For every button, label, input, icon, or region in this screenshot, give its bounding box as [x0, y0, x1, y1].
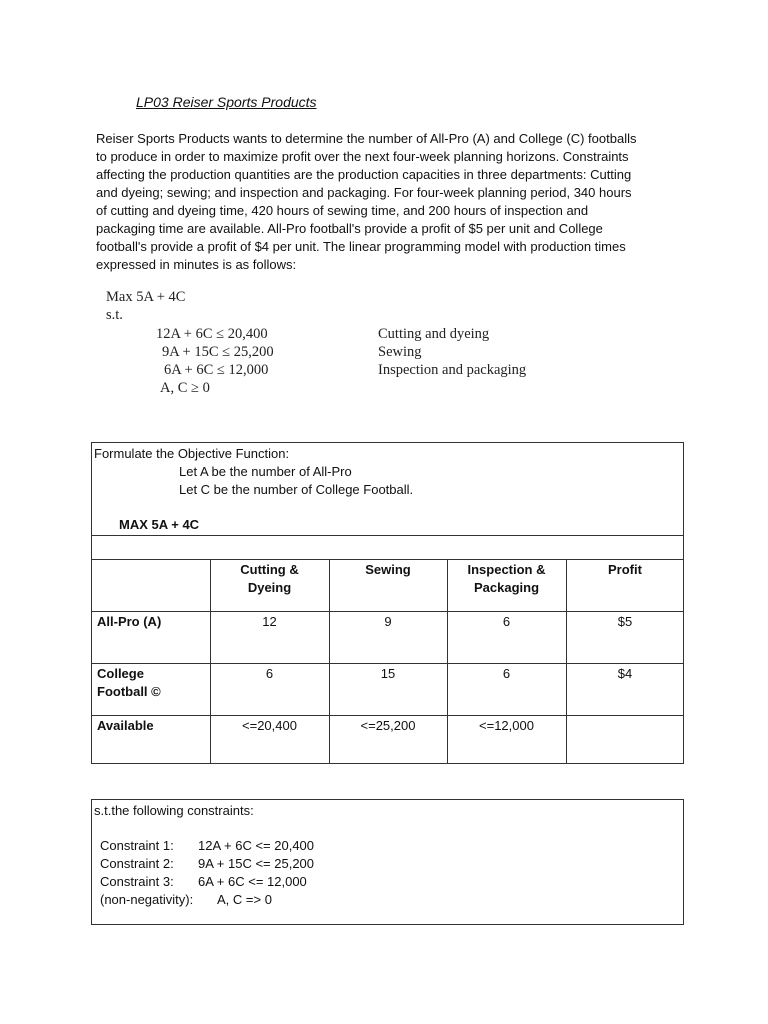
objective-function: MAX 5A + 4C	[119, 517, 200, 532]
table-cell: 15	[380, 666, 396, 681]
constraint-name: (non-negativity):	[100, 892, 194, 907]
table-cell: <=25,200	[360, 718, 416, 733]
constraint-name: Constraint 3:	[100, 874, 174, 889]
constraint-expr: 12A + 6C <= 20,400	[198, 838, 315, 853]
table-cell: 9	[384, 614, 392, 629]
constraints-heading: s.t.the following constraints:	[94, 803, 254, 818]
intro-paragraph	[96, 130, 656, 274]
row-label-available: Available	[97, 718, 154, 733]
formulation-table	[91, 442, 684, 764]
column-header-inspection-packaging: Inspection & Packaging	[467, 562, 546, 595]
constraint-name: Constraint 1:	[100, 838, 174, 853]
model-st: s.t.	[106, 307, 123, 323]
model-objective: Max 5A + 4C	[106, 289, 186, 305]
model-nonnegativity: A, C ≥ 0	[160, 380, 210, 396]
divider	[92, 559, 683, 560]
model-constraint-expr: 9A + 15C ≤ 25,200	[162, 344, 274, 360]
intro-line: and dyeing; sewing; and inspection and packaging. For four-week planning period, 340 hours	[96, 185, 632, 200]
column-header-sewing: Sewing	[365, 562, 411, 577]
let-a-text: Let A be the number of All-Pro	[179, 464, 352, 479]
table-cell: $5	[617, 614, 633, 629]
model-constraint-label: Cutting and dyeing	[378, 326, 490, 342]
let-c-text: Let C be the number of College Football.	[179, 482, 414, 497]
table-cell: <=20,400	[242, 718, 297, 733]
constraint-name: Constraint 2:	[100, 856, 174, 871]
column-header-cutting-dyeing: Cutting & Dyeing	[240, 562, 299, 595]
model-constraint-label: Sewing	[378, 344, 422, 360]
constraints-box	[91, 799, 684, 925]
intro-line: to produce in order to maximize profit over the next four-week planning horizons. Constraints	[96, 149, 629, 164]
intro-line: expressed in minutes is as follows:	[96, 257, 297, 272]
table-cell: 12	[262, 614, 277, 629]
intro-line: packaging time are available. All-Pro football's provide a profit of $5 per unit and College	[96, 221, 603, 236]
table-cell: 6	[265, 666, 274, 681]
table-cell: 6	[502, 666, 511, 681]
intro-line: Reiser Sports Products wants to determine the number of All-Pro (A) and College (C) footballs	[96, 131, 637, 146]
model-constraint-expr: 6A + 6C ≤ 12,000	[164, 362, 269, 378]
constraint-expr: 6A + 6C <= 12,000	[198, 874, 307, 889]
intro-line: affecting the production quantities are the production capacities in three departments: Cutting	[96, 167, 632, 182]
formulation-heading: Formulate the Objective Function:	[94, 446, 290, 461]
divider	[92, 611, 683, 612]
table-cell: 6	[502, 614, 511, 629]
divider	[92, 715, 683, 716]
constraint-expr: A, C => 0	[217, 892, 272, 907]
row-label-all-pro: All-Pro (A)	[97, 614, 162, 629]
table-cell: <=12,000	[479, 718, 534, 733]
divider	[92, 535, 683, 536]
divider	[566, 559, 567, 763]
model-constraint-label: Inspection and packaging	[378, 362, 527, 378]
constraint-expr: 9A + 15C <= 25,200	[198, 856, 315, 871]
divider	[92, 663, 683, 664]
table-cell: $4	[617, 666, 633, 681]
page-title: LP03 Reiser Sports Products	[136, 94, 317, 110]
column-header-profit: Profit	[608, 562, 642, 577]
model-constraint-expr: 12A + 6C ≤ 20,400	[156, 326, 268, 342]
intro-line: football's provide a profit of $4 per unit. The linear programming model with production times	[96, 239, 626, 254]
row-label-college-football: College Football ©	[97, 666, 161, 699]
intro-line: of cutting and dyeing time, 420 hours of sewing time, and 200 hours of inspection and	[96, 203, 589, 218]
